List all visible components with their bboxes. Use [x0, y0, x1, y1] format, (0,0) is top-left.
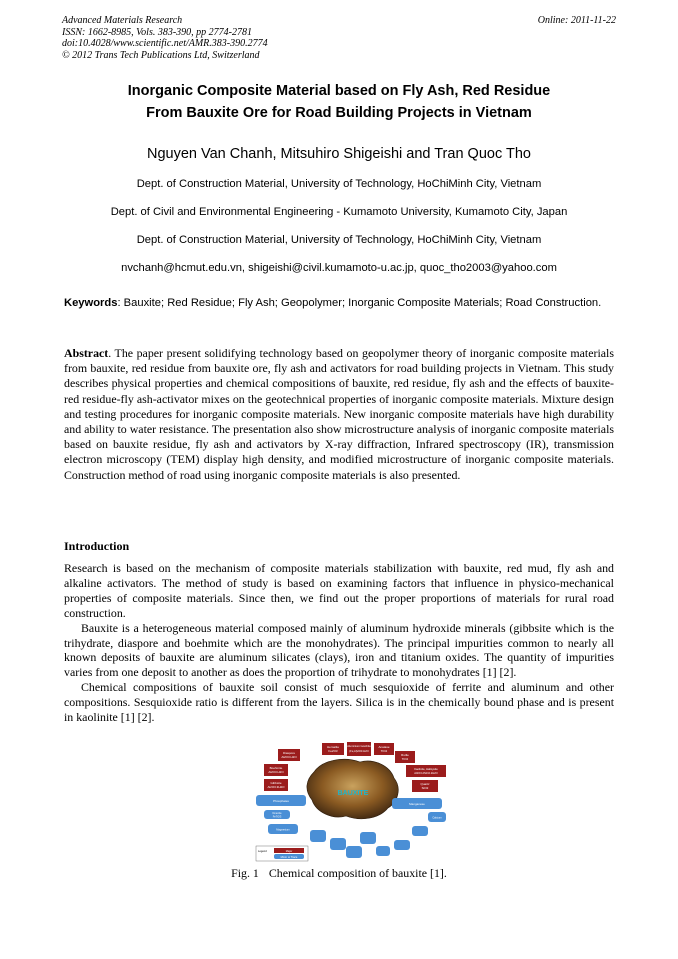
svg-text:Major: Major: [285, 849, 293, 853]
journal-name: Advanced Materials Research: [62, 15, 183, 26]
node-minor-e: [376, 846, 390, 856]
issn: ISSN: 1662-8985, Vols. 383-390, pp 2774-2781: [62, 26, 252, 38]
svg-text:Al2O3.3H2O: Al2O3.3H2O: [267, 785, 285, 789]
title-line-2: From Bauxite Ore for Road Building Projects in Vietnam: [146, 105, 532, 121]
svg-text:SiO2: SiO2: [421, 786, 429, 790]
affiliation-3: Dept. of Construction Material, University of Technology, HoChiMinh City, Vietnam: [136, 234, 542, 246]
svg-text:(Fe,Al)2O3.H2O: (Fe,Al)2O3.H2O: [349, 750, 369, 753]
node-minor-b: [330, 838, 346, 850]
svg-text:Al2O3.2SiO2.2H2O: Al2O3.2SiO2.2H2O: [414, 772, 438, 775]
online-date: Online: 2011-11-22: [537, 15, 616, 26]
title-line-1: Inorganic Composite Material based on Fly Ash, Red Residue: [127, 83, 551, 99]
journal-header: [62, 15, 268, 61]
svg-text:Legend: Legend: [258, 850, 267, 853]
paragraph: Bauxite is a heterogeneous material composed mainly of aluminum hydroxide minerals (gibbsite which is the trihydrate, diaspore and boehmite which are the monohydrates). The principal impurities common to nearly all known deposits of bauxite are aluminum silicates (clays), iron and titanium oxides. The quantity of impurities varies from one deposit to another as does the proportion of trihydrate to monohydrates [1] [2].: [64, 620, 614, 680]
node-minor-c: [346, 846, 362, 858]
svg-text:Phosphates: Phosphates: [273, 799, 289, 803]
node-minor-f: [394, 840, 410, 850]
bauxite-composition-figure: [252, 742, 448, 862]
svg-text:Anatase: Anatase: [378, 745, 390, 749]
node-minor-d: [360, 832, 376, 844]
svg-text:Magnesium: Magnesium: [276, 828, 290, 832]
svg-text:Quartz: Quartz: [420, 782, 430, 786]
svg-text:FeTiO3: FeTiO3: [272, 815, 282, 819]
svg-text:Ilmenite: Ilmenite: [272, 812, 282, 815]
paragraph: Chemical compositions of bauxite soil consist of much sesquioxide of ferrite and aluminum and other compositions. Sesquioxide ratio is different from the layers. Silica is in the chemically bound phase and is present in kaolinite [1] [2].: [64, 680, 614, 725]
svg-text:Rutile: Rutile: [401, 753, 409, 757]
svg-text:Al2O3.H2O: Al2O3.H2O: [268, 770, 284, 774]
svg-text:Boehmite: Boehmite: [269, 766, 283, 770]
abstract: [64, 346, 614, 483]
node-kaolinite: [406, 765, 446, 777]
svg-text:Calcium: Calcium: [432, 816, 442, 820]
keywords-label: Keywords: [64, 297, 118, 309]
svg-text:Kaolinite, Halloysite: Kaolinite, Halloysite: [414, 768, 438, 771]
affiliation-2: Dept. of Civil and Environmental Engineering - Kumamoto University, Kumamoto City, Japan: [110, 206, 568, 218]
node-minor-g: [412, 826, 428, 836]
keywords-text: : Bauxite; Red Residue; Fly Ash; Geopolymer; Inorganic Composite Materials; Road Construction.: [117, 297, 602, 309]
author-emails: nvchanh@hcmut.edu.vn, shigeishi@civil.kumamoto-u.ac.jp, quoc_tho2003@yahoo.com: [121, 262, 557, 274]
section-heading-introduction: Introduction: [64, 539, 130, 553]
copyright: © 2012 Trans Tech Publications Ltd, Switzerland: [62, 49, 260, 61]
authors: Nguyen Van Chanh, Mitsuhiro Shigeishi and Tran Quoc Tho: [147, 146, 531, 162]
svg-text:Al2O3.H2O: Al2O3.H2O: [281, 755, 297, 759]
svg-text:Gibbsite: Gibbsite: [270, 781, 282, 785]
svg-text:Diaspore: Diaspore: [282, 751, 296, 755]
svg-text:TiO2: TiO2: [401, 757, 409, 761]
abstract-label: Abstract: [64, 346, 109, 360]
svg-text:Aluminium Goethite: Aluminium Goethite: [347, 745, 371, 748]
svg-text:Hematite: Hematite: [326, 745, 340, 749]
affiliation-1: Dept. of Construction Material, University of Technology, HoChiMinh City, Vietnam: [136, 178, 542, 190]
svg-text:Manganese: Manganese: [409, 802, 425, 806]
paper-title: [40, 80, 638, 124]
svg-text:TiO2: TiO2: [380, 749, 388, 753]
keywords: [64, 296, 614, 311]
figure-caption-label: Fig. 1: [231, 866, 259, 880]
bauxite-center-label: BAUXITE: [337, 790, 369, 797]
svg-text:Fe2O3: Fe2O3: [328, 749, 338, 753]
paragraph: Research is based on the mechanism of composite materials stabilization with bauxite, red mud, fly ash and alkaline activators. The method of study is based on examining factors that influence in physico-mechanical properties of composite materials. Since then, we find out the proper proportions of materials for rural road construction.: [64, 561, 614, 620]
figure-caption-text: Chemical composition of bauxite [1].: [268, 866, 447, 880]
doi: doi:10.4028/www.scientific.net/AMR.383-390.2774: [62, 38, 268, 49]
figure-caption: [0, 866, 678, 881]
introduction-body: [64, 561, 614, 725]
svg-text:Minor or Trace: Minor or Trace: [280, 855, 298, 859]
node-minor-a: [310, 830, 326, 842]
abstract-text: . The paper present solidifying technology based on geopolymer theory of inorganic composite materials from bauxite, red residue from bauxite ore, fly ash and activators for road building projects in Vietnam. This study describes physical properties and chemical compositions of bauxite, red residue, fly ash and the effects of bauxite-red residue-fly ash-activator mixes on the geotechnical properties of inorganic composite materials. Mixture design and testing procedures for inorganic composite materials. New inorganic composite materials have high durability and ability to water resistance. The presentation also show microstructure analysis of inorganic composite materials based on bauxite residue, fly ash and activators by X-ray diffraction, Infrared spectroscopy (IR), transmission electron microscopy (TEM) display high density, and modified microstructure of inorganic composite materials. Construction method of road using inorganic composite materials is also presented.: [64, 346, 615, 482]
